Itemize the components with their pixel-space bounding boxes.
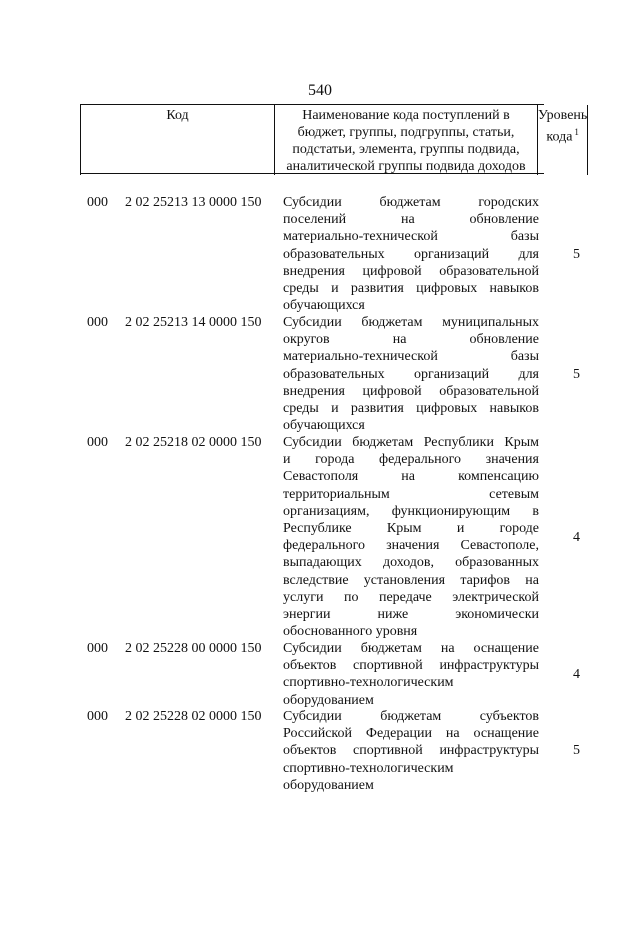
- row-name-line: Субсидии бюджетам на оснащение: [283, 641, 539, 656]
- header-level: [538, 105, 588, 175]
- row-name-line: внедрения цифровой образовательной: [283, 383, 539, 399]
- row-name-line: вследствие установления тарифов на: [283, 572, 539, 588]
- row-name-line: спортивно-технологическим: [283, 760, 454, 776]
- row-income-code: 2 02 25213 14 0000 150: [125, 315, 262, 330]
- row-name: [283, 314, 539, 434]
- row-admin-code: 000: [87, 709, 108, 724]
- row-name-line: материально-технической базы: [283, 229, 539, 245]
- row-admin-code: 000: [87, 641, 108, 656]
- header-code: Код: [80, 105, 274, 175]
- row-name-line: объектов спортивной инфраструктуры: [283, 658, 539, 674]
- header-level-text: кода: [546, 129, 573, 145]
- row-name-line: организациям, функционирующим в: [283, 503, 539, 519]
- row-name-line: Республике Крым и городе: [283, 521, 539, 537]
- footnote-mark: 1: [574, 127, 579, 137]
- row-name-line: Субсидии бюджетам субъектов: [283, 709, 539, 724]
- row-name-line: спортивно-технологическим: [283, 675, 454, 691]
- row-income-code: 2 02 25228 02 0000 150: [125, 709, 262, 724]
- row-name-line: Субсидии бюджетам Республики Крым: [283, 435, 539, 450]
- row-name-line: и города федерального значения: [283, 452, 539, 468]
- header-name: [274, 105, 538, 175]
- header-level-line1: Уровень: [538, 108, 588, 123]
- row-name-line: среды и развития цифровых навыков: [283, 281, 539, 297]
- row-name: [283, 708, 539, 794]
- row-name-line: обоснованного уровня: [283, 624, 418, 640]
- header-name-line: бюджет, группы, подгруппы, статьи,: [297, 125, 515, 140]
- row-name-line: оборудованием: [283, 692, 374, 708]
- row-name-line: территориальным сетевым: [283, 486, 539, 502]
- row-name-line: поселений на обновление: [283, 212, 539, 228]
- page-number: 540: [308, 82, 332, 99]
- row-name-line: Субсидии бюджетам муниципальных: [283, 315, 539, 330]
- row-level: 4: [573, 666, 580, 682]
- row-name: [283, 194, 539, 314]
- row-name-line: федерального значения Севастополе,: [283, 538, 539, 554]
- row-name-line: Севастополя на компенсацию: [283, 469, 539, 485]
- row-admin-code: 000: [87, 435, 108, 450]
- row-level: 5: [573, 246, 580, 262]
- row-name-line: выпадающих доходов, образованных: [283, 555, 539, 571]
- row-name-line: Субсидии бюджетам городских: [283, 195, 539, 210]
- row-name-line: материально-технической базы: [283, 349, 539, 365]
- row-admin-code: 000: [87, 315, 108, 330]
- row-name-line: обучающихся: [283, 298, 365, 314]
- header-level-line2: [538, 124, 587, 146]
- row-name-line: энергии ниже экономически: [283, 607, 539, 623]
- row-name-line: обучающихся: [283, 418, 365, 434]
- row-name-line: оборудованием: [283, 777, 374, 793]
- header-name-line: аналитической группы подвида доходов: [286, 159, 526, 174]
- header-name-line: Наименование кода поступлений в: [302, 108, 510, 123]
- row-income-code: 2 02 25228 00 0000 150: [125, 641, 262, 656]
- table-header: [80, 104, 588, 174]
- row-admin-code: 000: [87, 195, 108, 210]
- row-income-code: 2 02 25218 02 0000 150: [125, 435, 262, 450]
- row-name-line: образовательных организаций для: [283, 366, 539, 382]
- header-name-line: подстатьи, элемента, группы подвида,: [292, 142, 520, 157]
- row-name: [283, 434, 539, 640]
- row-level: 4: [573, 529, 580, 545]
- row-name-line: Российской Федерации на оснащение: [283, 726, 539, 742]
- row-name-line: округов на обновление: [283, 332, 539, 348]
- row-name: [283, 640, 539, 709]
- row-level: 5: [573, 743, 580, 759]
- row-name-line: объектов спортивной инфраструктуры: [283, 743, 539, 759]
- row-name-line: услуги по передаче электрической: [283, 589, 539, 605]
- row-income-code: 2 02 25213 13 0000 150: [125, 195, 262, 210]
- row-level: 5: [573, 366, 580, 382]
- row-name-line: внедрения цифровой образовательной: [283, 263, 539, 279]
- row-name-line: образовательных организаций для: [283, 246, 539, 262]
- row-name-line: среды и развития цифровых навыков: [283, 401, 539, 417]
